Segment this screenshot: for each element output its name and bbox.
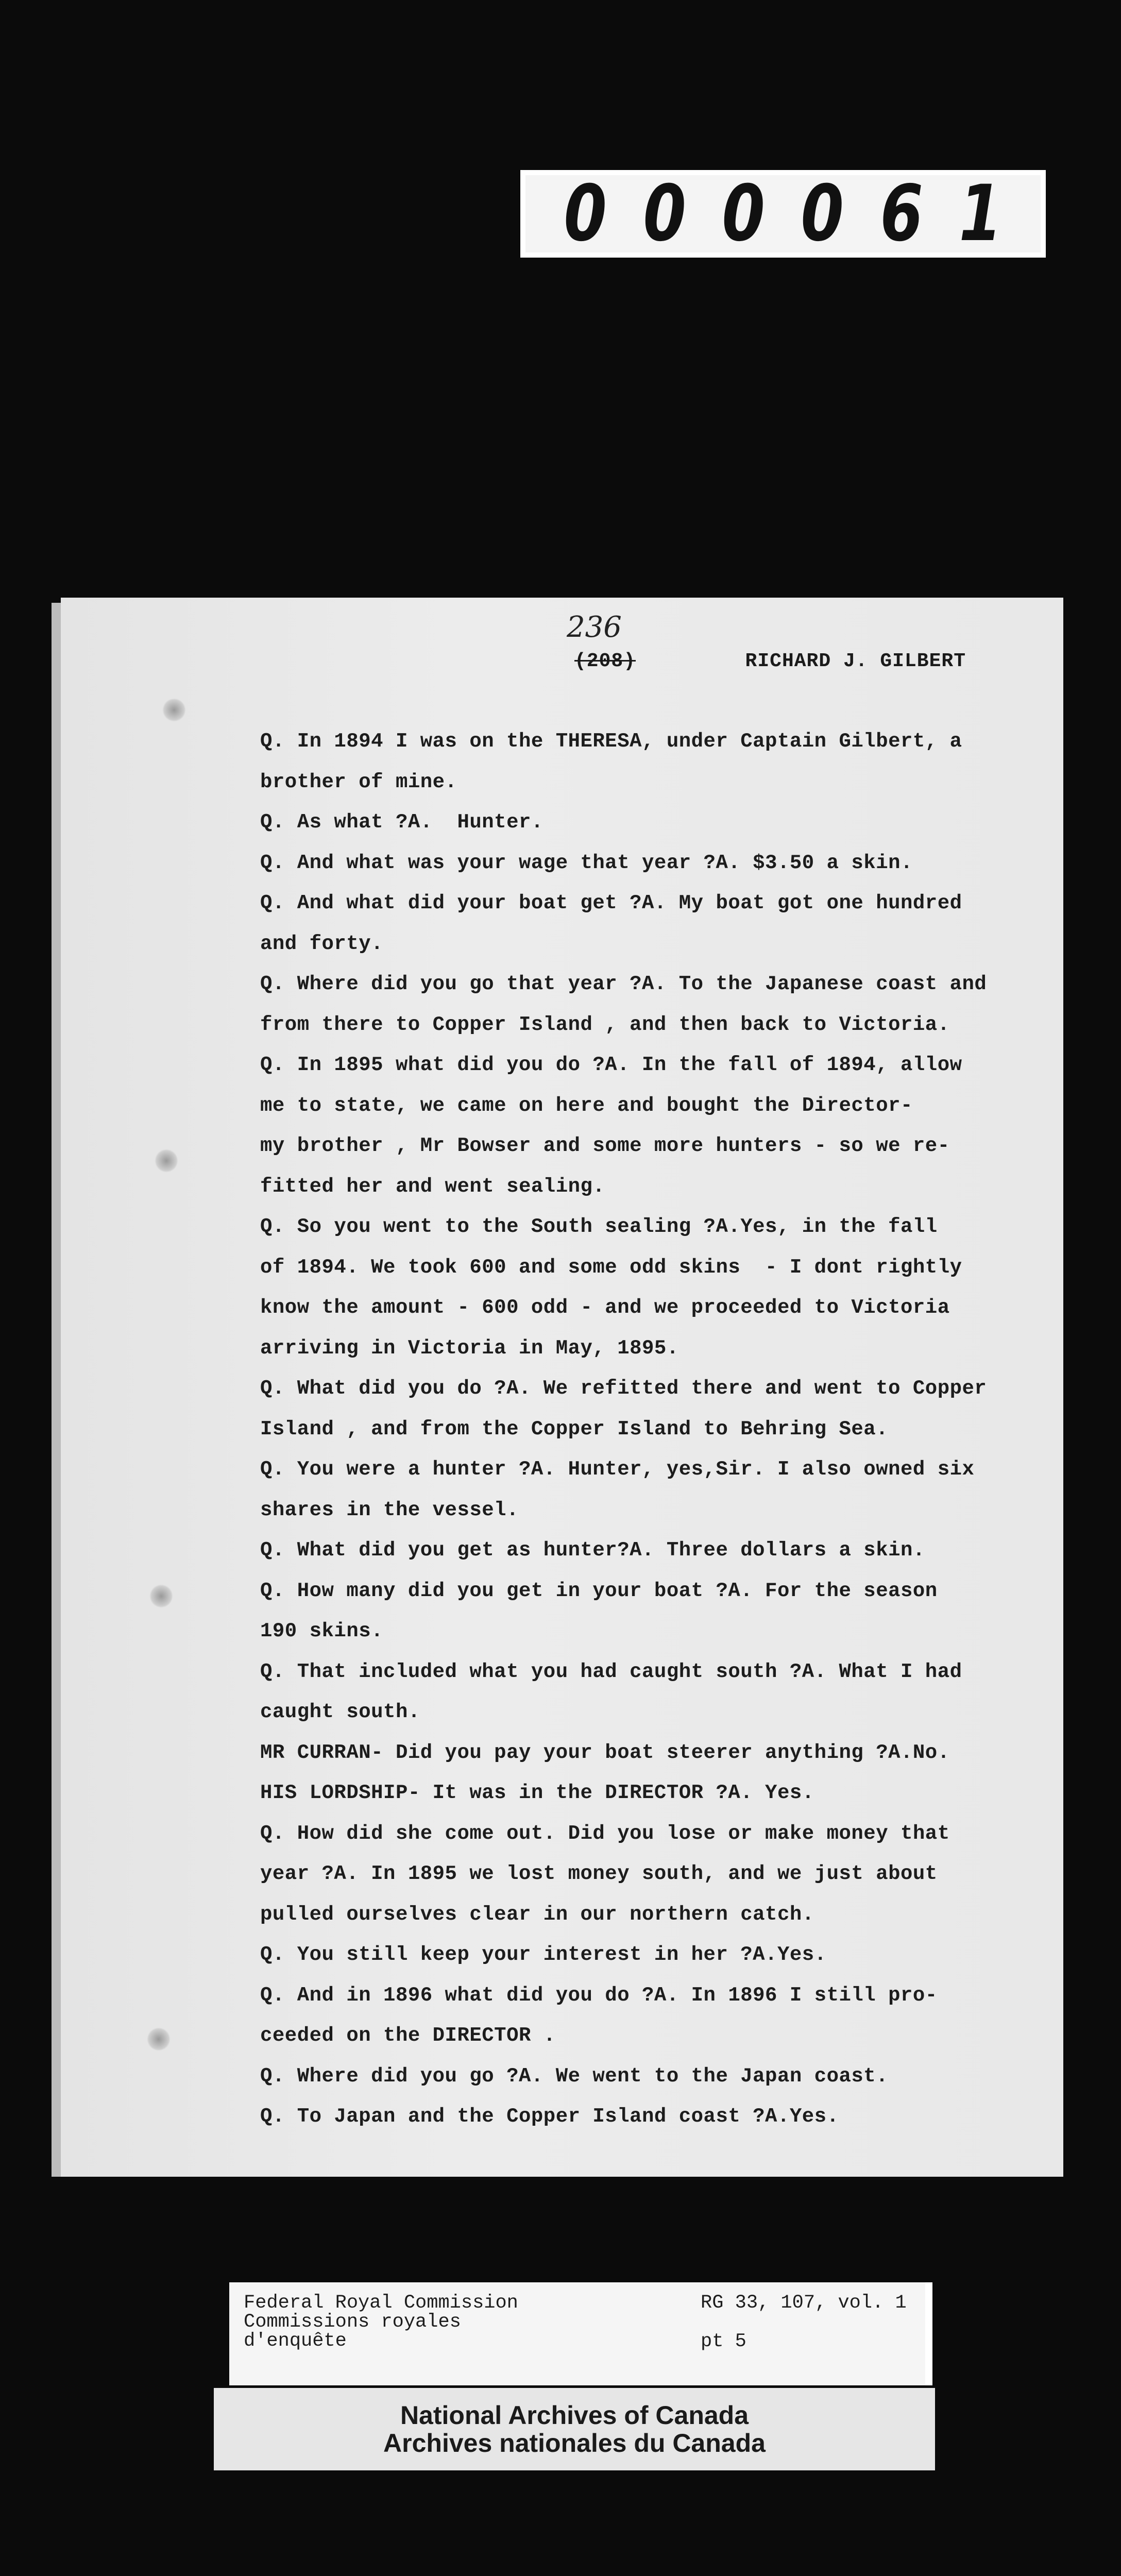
archives-name-fr: Archives nationales du Canada — [383, 2429, 766, 2458]
page-header — [574, 650, 966, 672]
reference-number: RG 33, 107, vol. 1 — [701, 2292, 907, 2314]
part-number: pt 5 — [701, 2331, 746, 2352]
transcript-line: Q. That included what you had caught south ?A. What I had — [260, 1660, 962, 1683]
handwritten-page-number: 236 — [567, 611, 622, 644]
transcript-line: fitted her and went sealing. — [260, 1175, 605, 1198]
frame-digit: 0 — [564, 169, 607, 259]
transcript-line: and forty. — [260, 932, 384, 955]
transcript-line: Q. In 1895 what did you do ?A. In the fall of 1894, allow — [260, 1054, 962, 1076]
witness-name: RICHARD J. GILBERT — [745, 650, 966, 672]
transcript-line: arriving in Victoria in May, 1895. — [260, 1336, 679, 1360]
transcript-line: MR CURRAN- Did you pay your boat steerer anything ?A.No. — [260, 1741, 950, 1764]
punch-hole — [155, 1149, 178, 1173]
transcript-line: shares in the vessel. — [260, 1498, 519, 1521]
collection-title — [244, 2294, 518, 2351]
transcript-line: Q. What did you do ?A. We refitted there and went to Copper — [260, 1377, 987, 1400]
transcript-line: Q. Where did you go that year ?A. To the Japanese coast and — [260, 973, 987, 995]
transcript-line: Q. To Japan and the Copper Island coast ?A.Yes. — [260, 2105, 839, 2128]
collection-title-fr: Commissions royales — [244, 2311, 461, 2333]
transcript-line: caught south. — [260, 1701, 420, 1723]
transcript-line: from there to Copper Island , and then back to Victoria. — [260, 1013, 950, 1036]
transcript-line: HIS LORDSHIP- It was in the DIRECTOR ?A. Yes. — [260, 1782, 814, 1804]
transcript-line: of 1894. We took 600 and some odd skins - I dont rightly — [260, 1256, 962, 1279]
frame-digit: 0 — [643, 169, 686, 259]
transcript-line: Q. And in 1896 what did you do ?A. In 1896 I still pro- — [260, 1984, 938, 2007]
transcript-line: Q. You still keep your interest in her ?A.Yes. — [260, 1943, 827, 1966]
transcript-line: know the amount - 600 odd - and we proceeded to Victoria — [260, 1296, 950, 1319]
transcript-line: pulled ourselves clear in our northern catch. — [260, 1903, 814, 1926]
punch-hole — [162, 698, 186, 722]
transcript-line: brother of mine. — [260, 770, 457, 793]
collection-info-card — [229, 2282, 932, 2385]
transcript-line: 190 skins. — [260, 1620, 384, 1642]
transcript-body — [260, 721, 992, 2137]
transcript-line: Q. So you went to the South sealing ?A.Yes, in the fall — [260, 1215, 938, 1238]
typed-page-number: (208) — [574, 650, 636, 672]
transcript-line: Q. And what was your wage that year ?A. $3.50 a skin. — [260, 851, 913, 874]
punch-hole — [149, 1584, 173, 1608]
transcript-line: me to state, we came on here and bought the Director- — [260, 1094, 913, 1117]
frame-number-box — [520, 170, 1046, 258]
collection-title-en: Federal Royal Commission — [244, 2292, 518, 2314]
transcript-line: Q. As what ?A. Hunter. — [260, 811, 543, 834]
frame-digit: 6 — [880, 169, 923, 259]
archives-label — [214, 2388, 935, 2470]
transcript-line: ceeded on the DIRECTOR . — [260, 2024, 556, 2047]
transcript-line: Q. You were a hunter ?A. Hunter, yes,Sir. I also owned six — [260, 1458, 975, 1481]
transcript-line: Q. How did she come out. Did you lose or make money that — [260, 1822, 950, 1845]
transcript-line: Q. How many did you get in your boat ?A. For the season — [260, 1579, 938, 1602]
frame-digit: 0 — [722, 169, 766, 259]
collection-title-fr-2: d'enquête — [244, 2330, 347, 2352]
transcript-line: Island , and from the Copper Island to Behring Sea. — [260, 1417, 889, 1440]
frame-digit: 1 — [959, 169, 1003, 259]
archives-name-en: National Archives of Canada — [400, 2401, 749, 2430]
transcript-line: Q. What did you get as hunter?A. Three dollars a skin. — [260, 1539, 925, 1562]
frame-digit: 0 — [801, 169, 844, 259]
collection-reference — [701, 2294, 907, 2351]
transcript-line: Q. Where did you go ?A. We went to the Japan coast. — [260, 2064, 889, 2088]
transcript-line: Q. And what did your boat get ?A. My boat got one hundred — [260, 892, 962, 914]
transcript-line: my brother , Mr Bowser and some more hunters - so we re- — [260, 1134, 950, 1157]
punch-hole — [147, 2027, 171, 2051]
transcript-line: Q. In 1894 I was on the THERESA, under Captain Gilbert, a — [260, 730, 962, 753]
transcript-line: year ?A. In 1895 we lost money south, and we just about — [260, 1862, 938, 1885]
